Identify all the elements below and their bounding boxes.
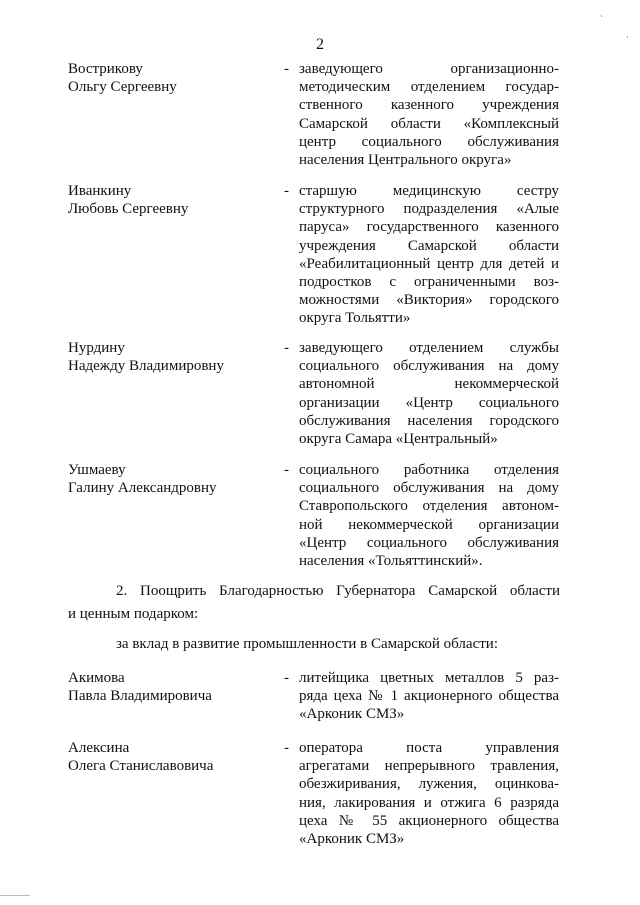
position-line: агрегатами непрерывного травления, bbox=[299, 758, 559, 775]
position-line: ряда цеха № 1 акционерного общества bbox=[299, 688, 559, 705]
recipient-surname: Иванкину bbox=[68, 183, 132, 199]
position-line: заведующего отделением службы bbox=[299, 340, 559, 356]
position-line: обслуживания населения городского bbox=[299, 412, 559, 429]
dash-separator: - bbox=[284, 183, 289, 199]
position-line: автономной некоммерческой bbox=[299, 376, 559, 393]
recipient-position bbox=[299, 60, 559, 169]
recipient-name bbox=[68, 60, 268, 96]
recipient-position bbox=[299, 339, 559, 448]
recipient-surname: Алексина bbox=[68, 740, 130, 756]
recipient-given-names: Галину Александровну bbox=[68, 480, 217, 496]
recipient-name bbox=[68, 339, 268, 375]
scan-edge-line bbox=[0, 895, 30, 896]
recipient-position bbox=[299, 739, 559, 848]
position-line: структурного подразделения «Алые bbox=[299, 201, 559, 218]
position-line: Самарской области «Комплексный bbox=[299, 115, 559, 132]
position-line: социального обслуживания на дому bbox=[299, 480, 559, 497]
recipient-given-names: Любовь Сергеевну bbox=[68, 201, 189, 217]
position-line: оператора поста управления bbox=[299, 740, 559, 756]
dash-separator: - bbox=[284, 462, 289, 478]
page-number: 2 bbox=[316, 36, 324, 53]
position-line: старшую медицинскую сестру bbox=[299, 183, 559, 199]
recipient-surname: Вострикову bbox=[68, 61, 143, 77]
position-line: «Реабилитационный центр для детей и bbox=[299, 255, 559, 272]
section-2-paragraph-continuation: и ценным подарком: bbox=[68, 606, 199, 622]
position-line: социального обслуживания на дому bbox=[299, 358, 559, 375]
position-line: округа Тольятти» bbox=[299, 310, 411, 327]
position-line: центр социального обслуживания bbox=[299, 133, 559, 150]
position-line: подростков с ограниченными воз- bbox=[299, 273, 559, 290]
position-line: «Арконик СМЗ» bbox=[299, 830, 405, 847]
position-line: заведующего организационно- bbox=[299, 61, 559, 77]
section-2-paragraph: 2. Поощрить Благодарностью Губернатора Самарской области bbox=[116, 583, 560, 599]
position-line: Ставропольского отделения автоном- bbox=[299, 498, 559, 515]
position-line: паруса» государственного казенного bbox=[299, 219, 559, 236]
dash-separator: - bbox=[284, 340, 289, 356]
position-line: можностями «Виктория» городского bbox=[299, 292, 559, 309]
position-line: литейщика цветных металлов 5 раз- bbox=[299, 670, 559, 686]
position-line: цеха № 55 акционерного общества bbox=[299, 812, 559, 829]
position-line: ной некоммерческой организации bbox=[299, 516, 559, 533]
recipient-name bbox=[68, 669, 268, 705]
position-line: организации «Центр социального bbox=[299, 394, 559, 411]
recipient-surname: Акимова bbox=[68, 670, 125, 686]
dash-separator: - bbox=[284, 670, 289, 686]
position-line: социального работника отделения bbox=[299, 462, 559, 478]
position-line: населения Центрального округа» bbox=[299, 151, 512, 168]
recipient-name bbox=[68, 739, 268, 775]
position-line: населения «Тольяттинский». bbox=[299, 552, 483, 569]
position-line: округа Самара «Центральный» bbox=[299, 430, 498, 447]
recipient-name bbox=[68, 461, 268, 497]
position-line: методическим отделением государ- bbox=[299, 79, 559, 96]
section-subheading: за вклад в развитие промышленности в Самарской области: bbox=[116, 636, 498, 652]
recipient-given-names: Павла Владимировича bbox=[68, 688, 212, 704]
position-line: учреждения Самарской области bbox=[299, 237, 559, 254]
scan-speck-mark: · bbox=[626, 32, 629, 42]
scan-speck-mark: ˋ bbox=[600, 14, 603, 24]
dash-separator: - bbox=[284, 61, 289, 77]
recipient-surname: Ушмаеву bbox=[68, 462, 126, 478]
recipient-given-names: Олега Станиславовича bbox=[68, 758, 214, 774]
position-line: «Арконик СМЗ» bbox=[299, 706, 405, 723]
recipient-surname: Нурдину bbox=[68, 340, 125, 356]
position-line: «Центр социального обслуживания bbox=[299, 534, 559, 551]
position-line: обезжиривания, лужения, оцинкова- bbox=[299, 776, 559, 793]
recipient-given-names: Ольгу Сергеевну bbox=[68, 79, 177, 95]
recipient-position bbox=[299, 461, 559, 570]
position-line: ния, лакирования и отжига 6 разряда bbox=[299, 794, 559, 811]
position-line: ственного казенного учреждения bbox=[299, 97, 559, 114]
recipient-name bbox=[68, 182, 268, 218]
recipient-position bbox=[299, 182, 559, 328]
recipient-given-names: Надежду Владимировну bbox=[68, 358, 224, 374]
recipient-position bbox=[299, 669, 559, 724]
dash-separator: - bbox=[284, 740, 289, 756]
